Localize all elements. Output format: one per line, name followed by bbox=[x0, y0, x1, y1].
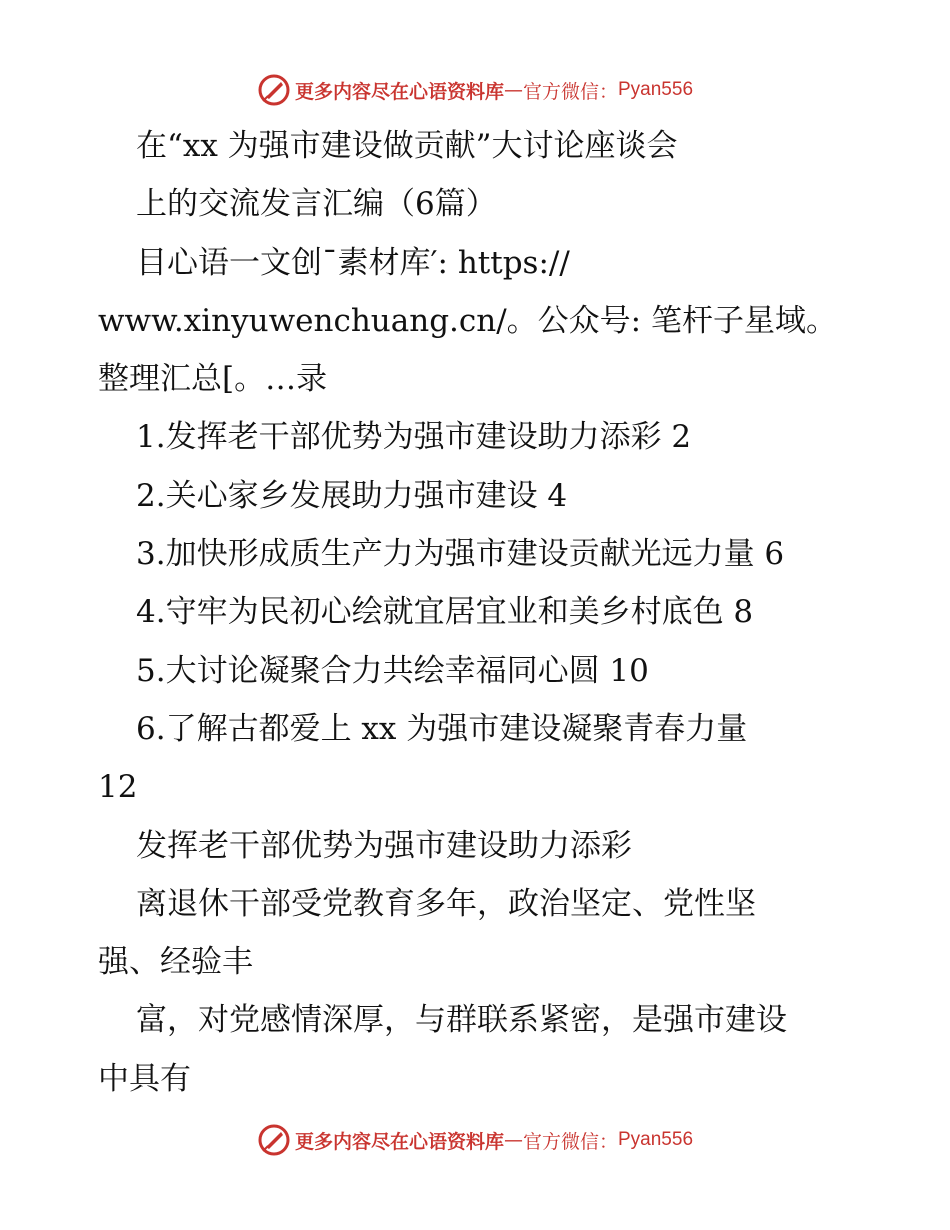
banner-wechat-id: Pyan556 bbox=[618, 79, 694, 100]
quill-logo-icon bbox=[257, 73, 291, 107]
toc-item-5: 5.大讨论凝聚合力共绘幸福同心圆 10 bbox=[136, 652, 649, 689]
paragraph-line-1: 离退休干部受党教育多年，政治坚定、党性坚 bbox=[136, 885, 756, 922]
paragraph-line-2: 强、经验丰 bbox=[98, 944, 253, 981]
banner-slogan: 更多内容尽在心语资料库 bbox=[294, 1130, 504, 1153]
paragraph-line-4: 中具有 bbox=[98, 1060, 191, 1097]
toc-item-4: 4.守牢为民初心绘就宜居宜业和美乡村底色 8 bbox=[136, 594, 754, 631]
banner-wechat-label: 官方微信： bbox=[522, 1130, 618, 1153]
header-watermark-banner bbox=[0, 70, 950, 110]
toc-item-1: 1.发挥老干部优势为强市建设助力添彩 2 bbox=[136, 419, 692, 456]
document-body bbox=[98, 117, 858, 1108]
banner-separator: — bbox=[503, 79, 523, 101]
banner-slogan: 更多内容尽在心语资料库 bbox=[294, 80, 504, 103]
toc-heading: 整理汇总[。…录 bbox=[98, 361, 328, 398]
paragraph-line-3: 富，对党感情深厚，与群联系紧密，是强市建设 bbox=[136, 1002, 787, 1039]
source-line-2: www.xinyuwenchuang.cn/。公众号: 笔杆子星域。 bbox=[98, 302, 837, 339]
toc-item-6: 6.了解古都爱上 xx 为强市建设凝聚青春力量 bbox=[136, 710, 748, 747]
toc-item-3: 3.加快形成质生产力为强市建设贡献光远力量 6 bbox=[136, 536, 785, 573]
banner-wechat-id: Pyan556 bbox=[618, 1129, 694, 1150]
toc-item-2: 2.关心家乡发展助力强市建设 4 bbox=[136, 477, 568, 514]
section-heading: 发挥老干部优势为强市建设助力添彩 bbox=[136, 827, 632, 864]
source-line-1: 目心语一文创¯素材库′: https:// bbox=[136, 244, 570, 281]
toc-item-6-page: 12 bbox=[98, 769, 138, 806]
doc-title-line-2: 上的交流发言汇编（6篇） bbox=[136, 186, 497, 223]
quill-logo-icon bbox=[257, 1123, 291, 1157]
banner-separator: — bbox=[503, 1129, 523, 1151]
banner-wechat-label: 官方微信： bbox=[522, 80, 618, 103]
doc-title-line-1: 在“xx 为强市建设做贡献”大讨论座谈会 bbox=[136, 128, 678, 164]
footer-watermark-banner bbox=[0, 1120, 950, 1160]
